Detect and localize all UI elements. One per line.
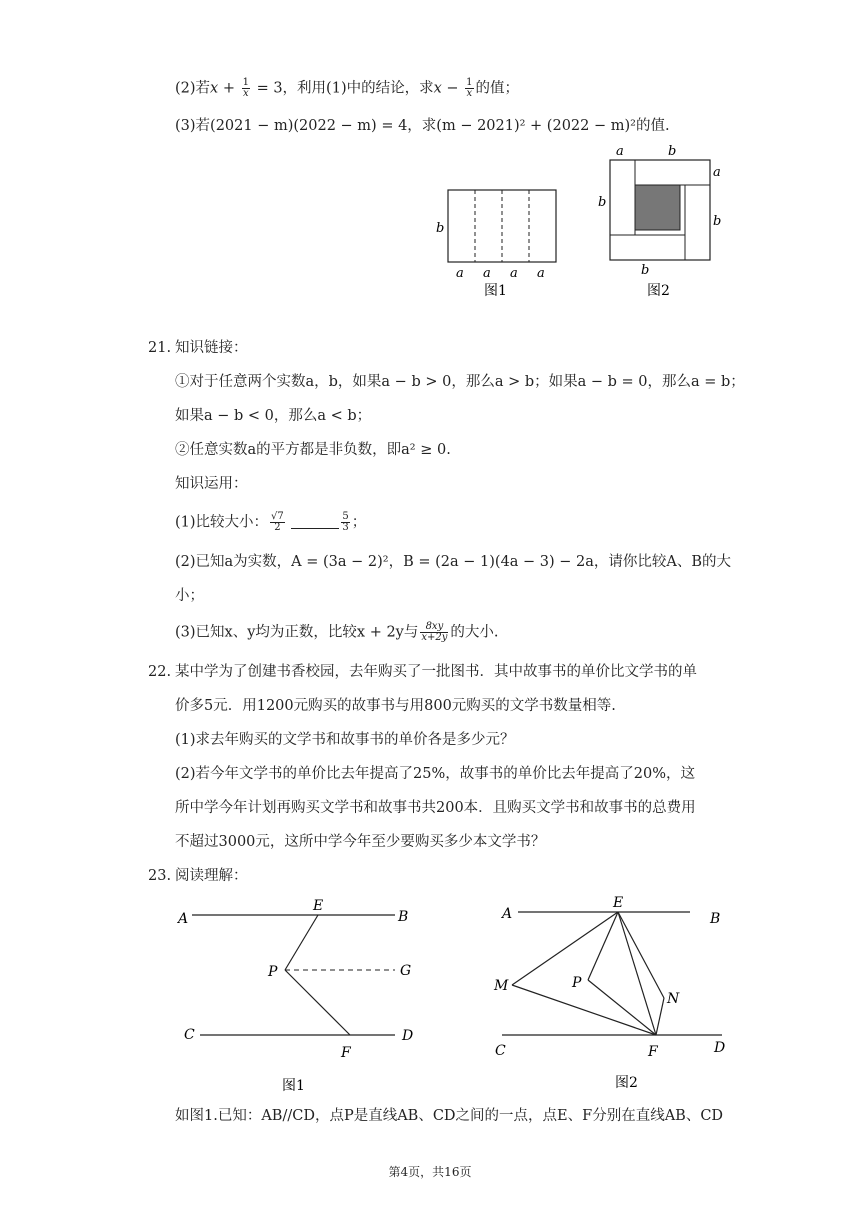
fig4-label-N: N (667, 991, 680, 1007)
q21-line-1: 知识链接： (175, 340, 248, 356)
q21-line-6: (1)比较大小： $\frac{√7}{2}$ $\frac{5}{3}$ ； (175, 511, 367, 533)
q21-line-7: (2)已知a为实数，A = (3a − 2)²，B = (2a − 1)(4a − 3) − 2a，请你比较A、B的大 (175, 554, 732, 570)
fraction-1-over-x-2: $\frac{1}{x}$ (466, 77, 473, 99)
fig4-label-F: F (648, 1044, 658, 1060)
fig4-label-P: P (572, 975, 582, 991)
q21-line-4: ②任意实数a的平方都是非负数，即a² ≥ 0. (175, 442, 451, 458)
q21-line-3: 如果a − b < 0，那么a < b； (175, 408, 372, 424)
q23-number: 23. (148, 868, 172, 884)
q22-line-6: 不超过3000元，这所中学今年至少要购买多少本文学书？ (175, 834, 546, 850)
q20-part3: (3)若(2021 − m)(2022 − m) = 4，求(m − 2021)² + (2022 − m)²的值. (175, 118, 670, 134)
fig1-caption: 图1 (484, 283, 507, 299)
q23-figure-2 (490, 890, 740, 1100)
fig3-label-A: A (178, 911, 189, 927)
q22-line-4: (2)若今年文学书的单价比去年提高了25%，故事书的单价比去年提高了20%，这 (175, 766, 695, 782)
fig4-label-M: M (494, 978, 509, 994)
q21-line-5: 知识运用： (175, 476, 248, 492)
q20-part2: (2)若x + $\frac{1}{x}$ = 3，利用(1)中的结论，求x − $\frac{1}{x}$ 的值； (175, 77, 520, 99)
fig2-label-top-b: b (668, 144, 677, 159)
fig4-label-E: E (613, 895, 624, 911)
q21-number: 21. (148, 340, 172, 356)
q21-line-9: (3)已知x、y均为正数，比较x + 2y与 $\frac{8xy}{x+2y}$ 的大小. (175, 621, 499, 643)
fig2-caption: 图2 (647, 283, 670, 299)
q20-figure-2 (595, 140, 730, 305)
fig3-label-B: B (398, 909, 409, 925)
fig3-label-C: C (184, 1027, 195, 1043)
fig3-label-G: G (400, 963, 412, 979)
fig4-label-A: A (502, 906, 513, 922)
fig2-label-top-a: a (616, 144, 624, 159)
fig2-label-right-a: a (713, 165, 721, 180)
fig3-label-D: D (402, 1028, 414, 1044)
fig3-label-P: P (268, 964, 278, 980)
fig4-label-C: C (495, 1043, 506, 1059)
fig3-label-E: E (313, 898, 324, 914)
q23-figure-1 (170, 890, 440, 1100)
fig1-label-a3: a (510, 266, 518, 281)
q22-line-3: (1)求去年购买的文学书和故事书的单价各是多少元？ (175, 732, 515, 748)
page-footer: 第4页，共16页 (388, 1165, 472, 1179)
fig3-caption: 图1 (282, 1078, 305, 1094)
q21-line-2: ①对于任意两个实数a，b，如果a − b > 0，那么a > b；如果a − b = 0，那么a = b； (175, 374, 745, 390)
q22-number: 22. (148, 664, 172, 680)
fraction-8xy-over-x-plus-2y: $\frac{8xy}{x+2y}$ (421, 621, 448, 643)
q20-figure-1 (430, 180, 570, 305)
q23-line-2: 如图1.已知：AB//CD，点P是直线AB、CD之间的一点，点E、F分别在直线AB、CD (175, 1108, 724, 1124)
q21-line-8: 小； (175, 588, 204, 604)
fig1-label-a4: a (537, 266, 545, 281)
fig1-label-a1: a (456, 266, 464, 281)
fig4-label-B: B (710, 911, 721, 927)
fig1-label-a2: a (483, 266, 491, 281)
fig1-label-b: b (436, 221, 445, 236)
fig3-label-F: F (341, 1045, 351, 1061)
fig4-caption: 图2 (615, 1075, 638, 1091)
fig2-label-bottom-b: b (641, 263, 650, 278)
q22-line-2: 价多5元．用1200元购买的故事书与用800元购买的文学书数量相等. (175, 698, 616, 714)
fraction-5-over-3: $\frac{5}{3}$ (342, 511, 349, 533)
fig4-label-D: D (714, 1040, 726, 1056)
fraction-sqrt7-over-2: $\frac{√7}{2}$ (271, 511, 284, 533)
fig2-label-right-b: b (713, 214, 722, 229)
fig2-label-left-b: b (598, 195, 607, 210)
q22-line-1: 某中学为了创建书香校园，去年购买了一批图书．其中故事书的单价比文学书的单 (175, 664, 697, 680)
q22-line-5: 所中学今年计划再购买文学书和故事书共200本．且购买文学书和故事书的总费用 (175, 800, 696, 816)
answer-blank (291, 516, 339, 529)
q23-line-1: 阅读理解： (175, 868, 248, 884)
fraction-1-over-x: $\frac{1}{x}$ (242, 77, 249, 99)
